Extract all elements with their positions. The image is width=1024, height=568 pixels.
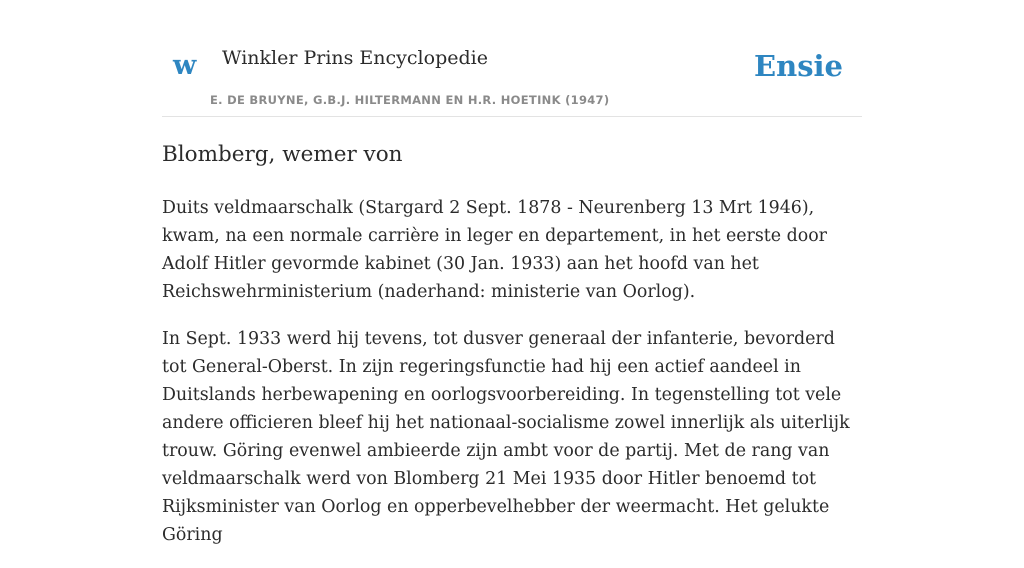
book-authors: E. DE BRUYNE, G.B.J. HILTERMANN EN H.R. HOETINK (1947) — [210, 93, 610, 107]
article-title: Blomberg, wemer von — [162, 142, 403, 167]
article-paragraph: In Sept. 1933 werd hij tevens, tot dusver generaal der infanterie, bevorderd tot General-Oberst. In zijn regeringsfunctie had hij een actief aandeel in Duitslands herbewapening en oorlogsvoorbereiding. In tegenstelling tot vele andere officieren bleef hij het nationaal-socialisme zowel innerlijk als uiterlijk trouw. Göring evenwel ambieerde zijn ambt voor de partij. Met de rang van veldmaarschalk werd von Blomberg 21 Mei 1935 door Hitler benoemd tot Rijksminister van Oorlog en opperbevelhebber der weermacht. Het gelukte Göring — [162, 329, 850, 545]
book-title: Winkler Prins Encyclopedie — [222, 47, 488, 69]
site-header — [162, 0, 862, 117]
logo-w[interactable]: w — [173, 50, 197, 81]
ensie-logo-link[interactable]: Ensie — [754, 49, 843, 83]
article — [162, 140, 862, 568]
article-paragraph: Duits veldmaarschalk (Stargard 2 Sept. 1878 - Neurenberg 13 Mrt 1946), kwam, na een normale carrière in leger en departement, in het eerste door Adolf Hitler gevormde kabinet (30 Jan. 1933) aan het hoofd van het Reichswehrministerium (naderhand: ministerie van Oorlog). — [162, 198, 827, 302]
